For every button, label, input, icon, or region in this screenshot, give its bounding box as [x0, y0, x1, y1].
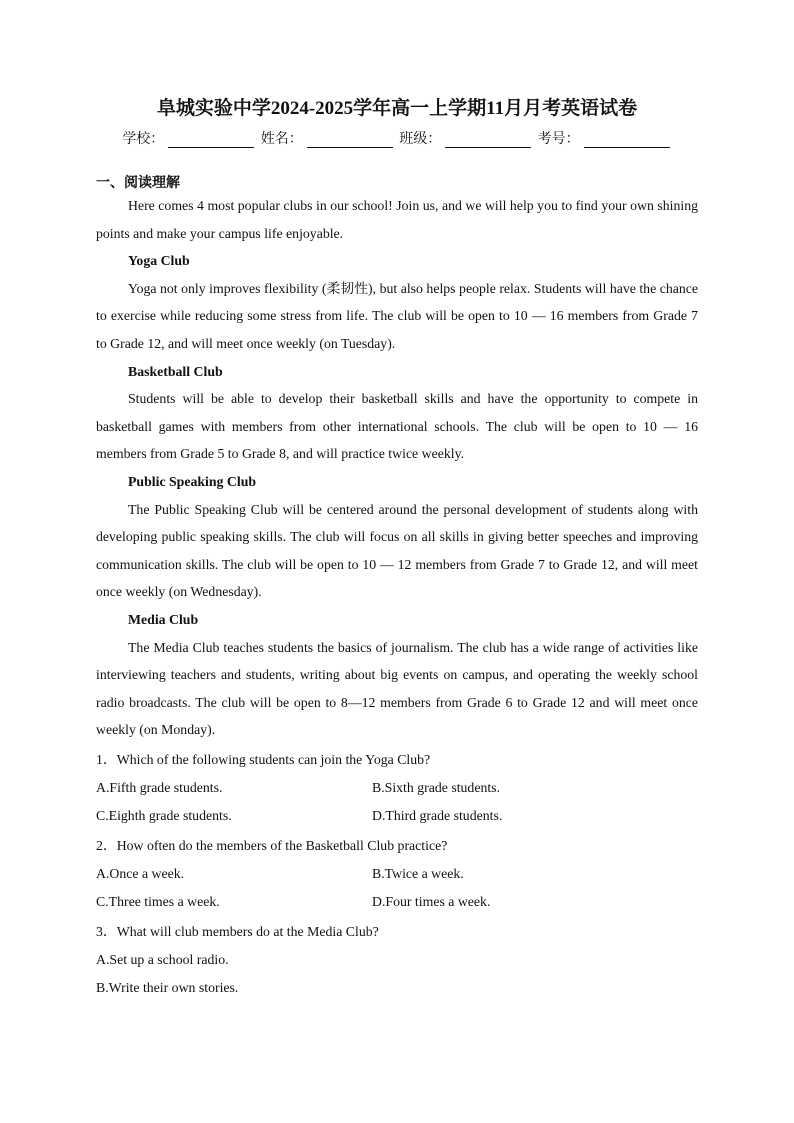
class-blank[interactable]: [445, 134, 531, 148]
question-2-option-b[interactable]: B.Twice a week.: [372, 865, 464, 881]
club-name-yoga: Yoga Club: [128, 253, 190, 269]
passage-intro: Here comes 4 most popular clubs in our school! Join us, and we will help you to find your own shining points and make your campus life enjoyable.: [96, 198, 698, 241]
page-title: 阜城实验中学2024-2025学年高一上学期11月月考英语试卷: [156, 98, 638, 119]
question-1-option-d[interactable]: D.Third grade students.: [372, 807, 503, 823]
club-name-public-speaking: Public Speaking Club: [128, 473, 257, 489]
school-blank[interactable]: [168, 134, 254, 148]
question-3-stem: 3．What will club members do at the Media Club?: [96, 923, 379, 939]
student-info-line: [96, 128, 698, 148]
question-1-options-row-2: [96, 802, 698, 830]
club-text-yoga: Yoga not only improves flexibility (柔韧性), but also helps people relax. Students will have the chance to exercise while reducing some stress from life. The club will be open to 10 — 16 members from Grade 7 to Grade 12, and will meet once weekly (on Tuesday).: [96, 280, 698, 351]
school-label: 学校：: [122, 131, 165, 147]
name-blank[interactable]: [307, 134, 393, 148]
club-name-basketball: Basketball Club: [128, 363, 223, 379]
question-2-option-a[interactable]: A.Once a week.: [96, 865, 185, 881]
club-text-basketball: Students will be able to develop their basketball skills and have the opportunity to compete in basketball games with members from other international schools. The club will be open to 10 — 16 members from Grade 5 to Grade 8, and will practice twice weekly.: [96, 391, 698, 462]
question-3-option-b[interactable]: B.Write their own stories.: [96, 979, 239, 995]
question-2-stem: 2．How often do the members of the Basketball Club practice?: [96, 837, 448, 853]
question-1-option-c[interactable]: C.Eighth grade students.: [96, 807, 232, 823]
name-label: 姓名：: [260, 131, 303, 147]
question-1-stem: 1．Which of the following students can join the Yoga Club?: [96, 751, 431, 767]
question-1-option-b[interactable]: B.Sixth grade students.: [372, 779, 500, 795]
question-2-options-row-2: [96, 888, 698, 916]
exam-number-blank[interactable]: [584, 134, 670, 148]
club-name-media: Media Club: [128, 611, 199, 627]
club-text-public-speaking: The Public Speaking Club will be centered around the personal development of students along with developing public speaking skills. The club will focus on all skills in giving better speeches and improving communication skills. The club will be open to 10 — 12 members from Grade 7 to Grade 12, and will meet once weekly (on Wednesday).: [96, 501, 698, 600]
question-3-option-a[interactable]: A.Set up a school radio.: [96, 951, 229, 967]
question-2-options-row-1: [96, 860, 698, 888]
club-text-media: The Media Club teaches students the basics of journalism. The club has a wide range of activities like interviewing teachers and students, writing about big events on campus, and operating the weekly school radio broadcasts. The club will be open to 8—12 members from Grade 6 to Grade 12 and will meet once weekly (on Monday).: [96, 639, 698, 738]
question-1-option-a[interactable]: A.Fifth grade students.: [96, 779, 223, 795]
exam-page: [96, 96, 698, 1002]
class-label: 班级：: [399, 131, 442, 147]
question-1-options-row-1: [96, 774, 698, 802]
exam-number-label: 考号：: [537, 131, 580, 147]
section-heading: 一、阅读理解: [96, 175, 180, 191]
question-2-option-c[interactable]: C.Three times a week.: [96, 893, 220, 909]
question-2-option-d[interactable]: D.Four times a week.: [372, 893, 491, 909]
